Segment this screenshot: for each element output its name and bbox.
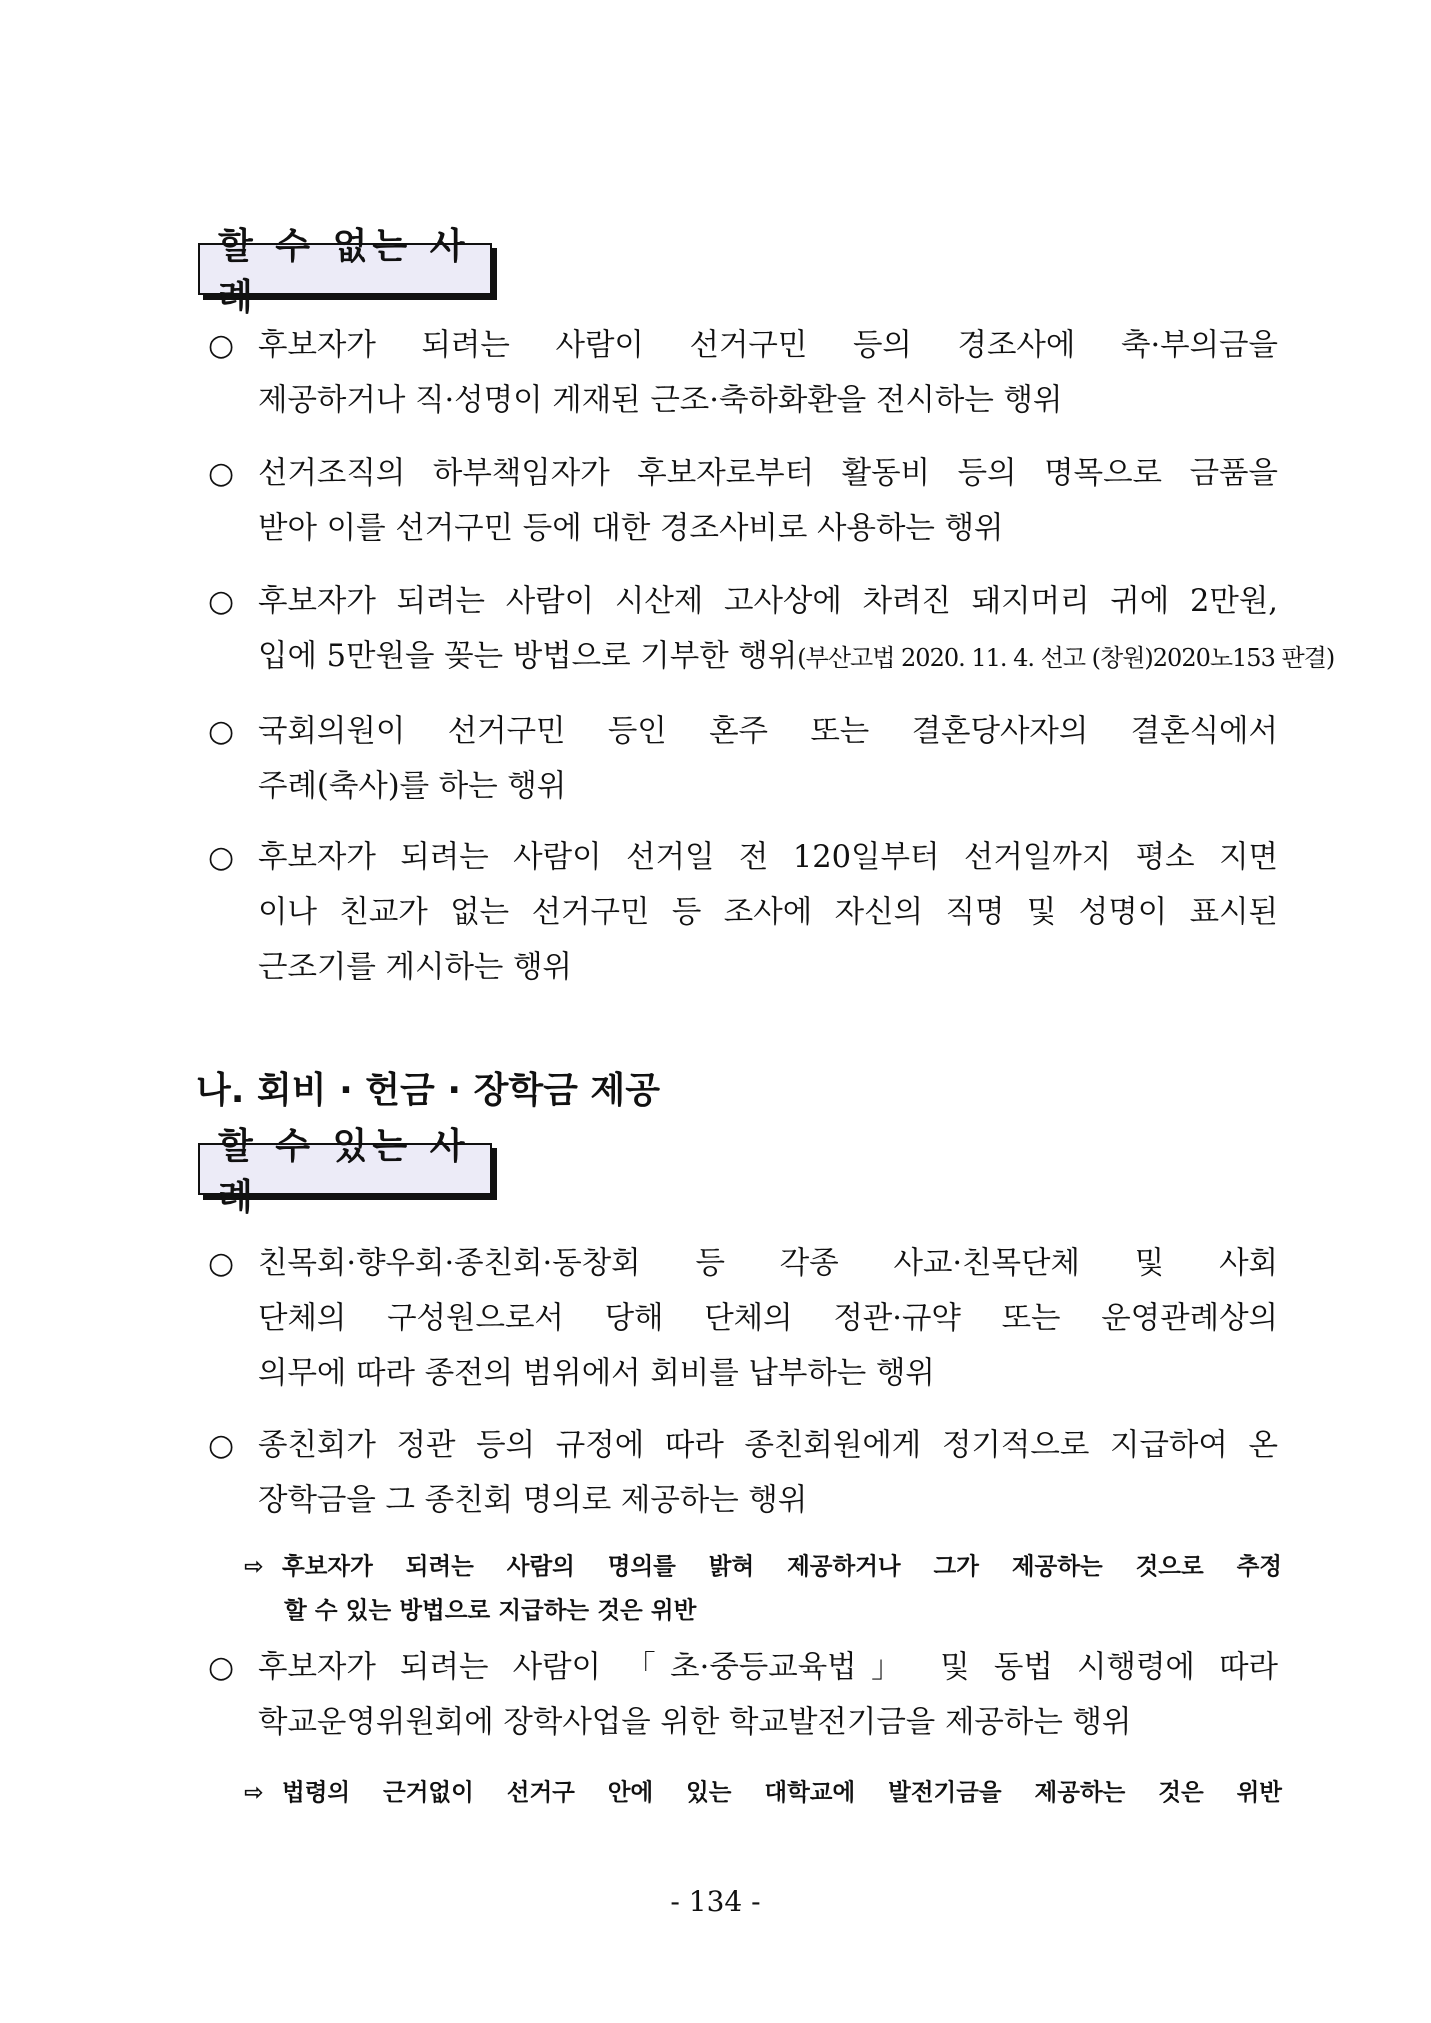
item-line: 국회의원이 선거구민 등인 혼주 또는 결혼당사자의 결혼식에서 xyxy=(258,714,1278,749)
item-line: 후보자가 되려는 사람이 선거구민 등의 경조사에 축·부의금을 xyxy=(258,328,1278,363)
circle-bullet-icon: ○ xyxy=(208,714,235,749)
item-line: 후보자가 되려는 사람이 시산제 고사상에 차려진 돼지머리 귀에 2만원, xyxy=(258,584,1278,619)
item-line: 종친회가 정관 등의 규정에 따라 종친회원에게 정기적으로 지급하여 온 xyxy=(258,1428,1278,1463)
item-line: 선거조직의 하부책임자가 후보자로부터 활동비 등의 명목으로 금품을 xyxy=(258,456,1278,491)
list-item xyxy=(208,1418,1278,1528)
list-item xyxy=(208,830,1278,995)
heading-cannot-cases: 할 수 없는 사례 xyxy=(198,243,492,295)
item-line: 장학금을 그 종친회 명의로 제공하는 행위 xyxy=(258,1483,808,1518)
item-line: 후보자가 되려는 사람이 선거일 전 120일부터 선거일까지 평소 지면 xyxy=(258,840,1278,875)
heading-can-cases: 할 수 있는 사례 xyxy=(198,1143,492,1195)
item-line: 주례(축사)를 하는 행위 xyxy=(258,769,567,804)
item-line: 받아 이를 선거구민 등에 대한 경조사비로 사용하는 행위 xyxy=(258,511,1004,546)
list-item xyxy=(208,574,1335,686)
item-line-text: 입에 5만원을 꽂는 방법으로 기부한 행위 xyxy=(258,639,798,674)
list-item xyxy=(208,1236,1278,1401)
circle-bullet-icon: ○ xyxy=(208,328,235,363)
list-item xyxy=(208,446,1278,556)
item-line: 근조기를 게시하는 행위 xyxy=(258,950,573,985)
item-line: 제공하거나 직·성명이 게재된 근조·축하화환을 전시하는 행위 xyxy=(258,383,1063,418)
right-arrow-icon: ⇨ xyxy=(244,1778,264,1806)
circle-bullet-icon: ○ xyxy=(208,456,235,491)
list-item xyxy=(208,318,1278,428)
page-number: - 134 - xyxy=(670,1885,761,1918)
circle-bullet-icon: ○ xyxy=(208,584,235,619)
note-line: 후보자가 되려는 사람의 명의를 밝혀 제공하거나 그가 제공하는 것으로 추정 xyxy=(282,1552,1282,1580)
circle-bullet-icon: ○ xyxy=(208,1246,235,1281)
item-line: 학교운영위원회에 장학사업을 위한 학교발전기금을 제공하는 행위 xyxy=(258,1705,1132,1740)
list-item xyxy=(208,704,1278,814)
circle-bullet-icon: ○ xyxy=(208,840,235,875)
note-item xyxy=(244,1544,1284,1632)
item-line xyxy=(258,629,1335,686)
note-line: 할 수 있는 방법으로 지급하는 것은 위반 xyxy=(284,1596,697,1624)
note-item xyxy=(244,1770,1284,1814)
item-line: 의무에 따라 종전의 범위에서 회비를 납부하는 행위 xyxy=(258,1356,935,1391)
court-citation: (부산고법 2020. 11. 4. 선고 (창원)2020노153 판결) xyxy=(797,644,1335,672)
list-item xyxy=(208,1640,1278,1750)
item-line: 이나 친교가 없는 선거구민 등 조사에 자신의 직명 및 성명이 표시된 xyxy=(258,895,1278,930)
item-line: 단체의 구성원으로서 당해 단체의 정관·규약 또는 운영관례상의 xyxy=(258,1301,1278,1336)
right-arrow-icon: ⇨ xyxy=(244,1552,264,1580)
circle-bullet-icon: ○ xyxy=(208,1650,235,1685)
section-title: 나. 회비 · 헌금 · 장학금 제공 xyxy=(196,1070,660,1111)
item-line: 후보자가 되려는 사람이 「초·중등교육법」 및 동법 시행령에 따라 xyxy=(258,1650,1278,1685)
circle-bullet-icon: ○ xyxy=(208,1428,235,1463)
note-line: 법령의 근거없이 선거구 안에 있는 대학교에 발전기금을 제공하는 것은 위반 xyxy=(282,1778,1282,1806)
item-line: 친목회·향우회·종친회·동창회 등 각종 사교·친목단체 및 사회 xyxy=(258,1246,1278,1281)
